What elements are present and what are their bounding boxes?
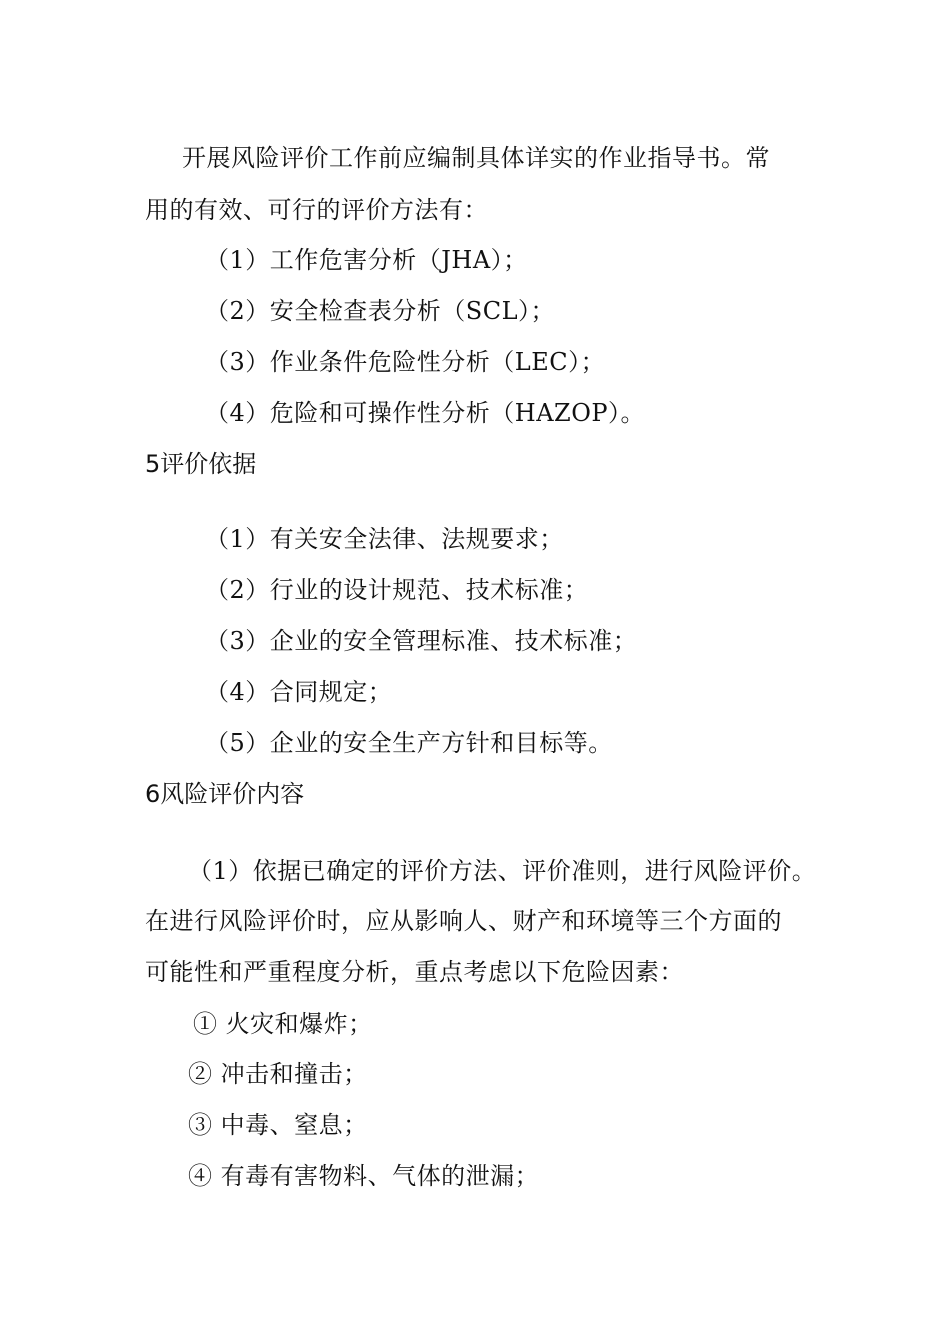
method-item-4: （4）危险和可操作性分析（HAZOP）。 bbox=[205, 399, 646, 427]
section-5-heading: 5评价依据 bbox=[145, 450, 257, 478]
risk-factor-4: ④ 有毒有害物料、气体的泄漏； bbox=[188, 1162, 540, 1190]
basis-item-1: （1）有关安全法律、法规要求； bbox=[205, 525, 564, 553]
method-item-2: （2）安全检查表分析（SCL）； bbox=[205, 297, 556, 325]
basis-item-2: （2）行业的设计规范、技术标准； bbox=[205, 576, 589, 604]
intro-paragraph-line-1: 开展风险评价工作前应编制具体详实的作业指导书。常 bbox=[182, 144, 770, 172]
basis-item-3: （3）企业的安全管理标准、技术标准； bbox=[205, 627, 638, 655]
basis-item-5: （5）企业的安全生产方针和目标等。 bbox=[205, 729, 613, 757]
content-paragraph-line-1: （1）依据已确定的评价方法、评价准则，进行风险评价。 bbox=[188, 857, 817, 885]
risk-factor-1: ① 火灾和爆炸； bbox=[193, 1010, 373, 1038]
method-item-1: （1）工作危害分析（JHA）； bbox=[205, 246, 528, 274]
content-paragraph-line-2: 在进行风险评价时，应从影响人、财产和环境等三个方面的 bbox=[145, 907, 782, 935]
risk-factor-2: ② 冲击和撞击； bbox=[188, 1060, 368, 1088]
method-item-3: （3）作业条件危险性分析（LEC）； bbox=[205, 348, 606, 376]
risk-factor-3: ③ 中毒、窒息； bbox=[188, 1111, 368, 1139]
intro-paragraph-line-2: 用的有效、可行的评价方法有： bbox=[145, 196, 488, 224]
basis-item-4: （4）合同规定； bbox=[205, 678, 393, 706]
content-paragraph-line-3: 可能性和严重程度分析，重点考虑以下危险因素： bbox=[145, 958, 684, 986]
section-6-heading: 6风险评价内容 bbox=[145, 780, 305, 808]
